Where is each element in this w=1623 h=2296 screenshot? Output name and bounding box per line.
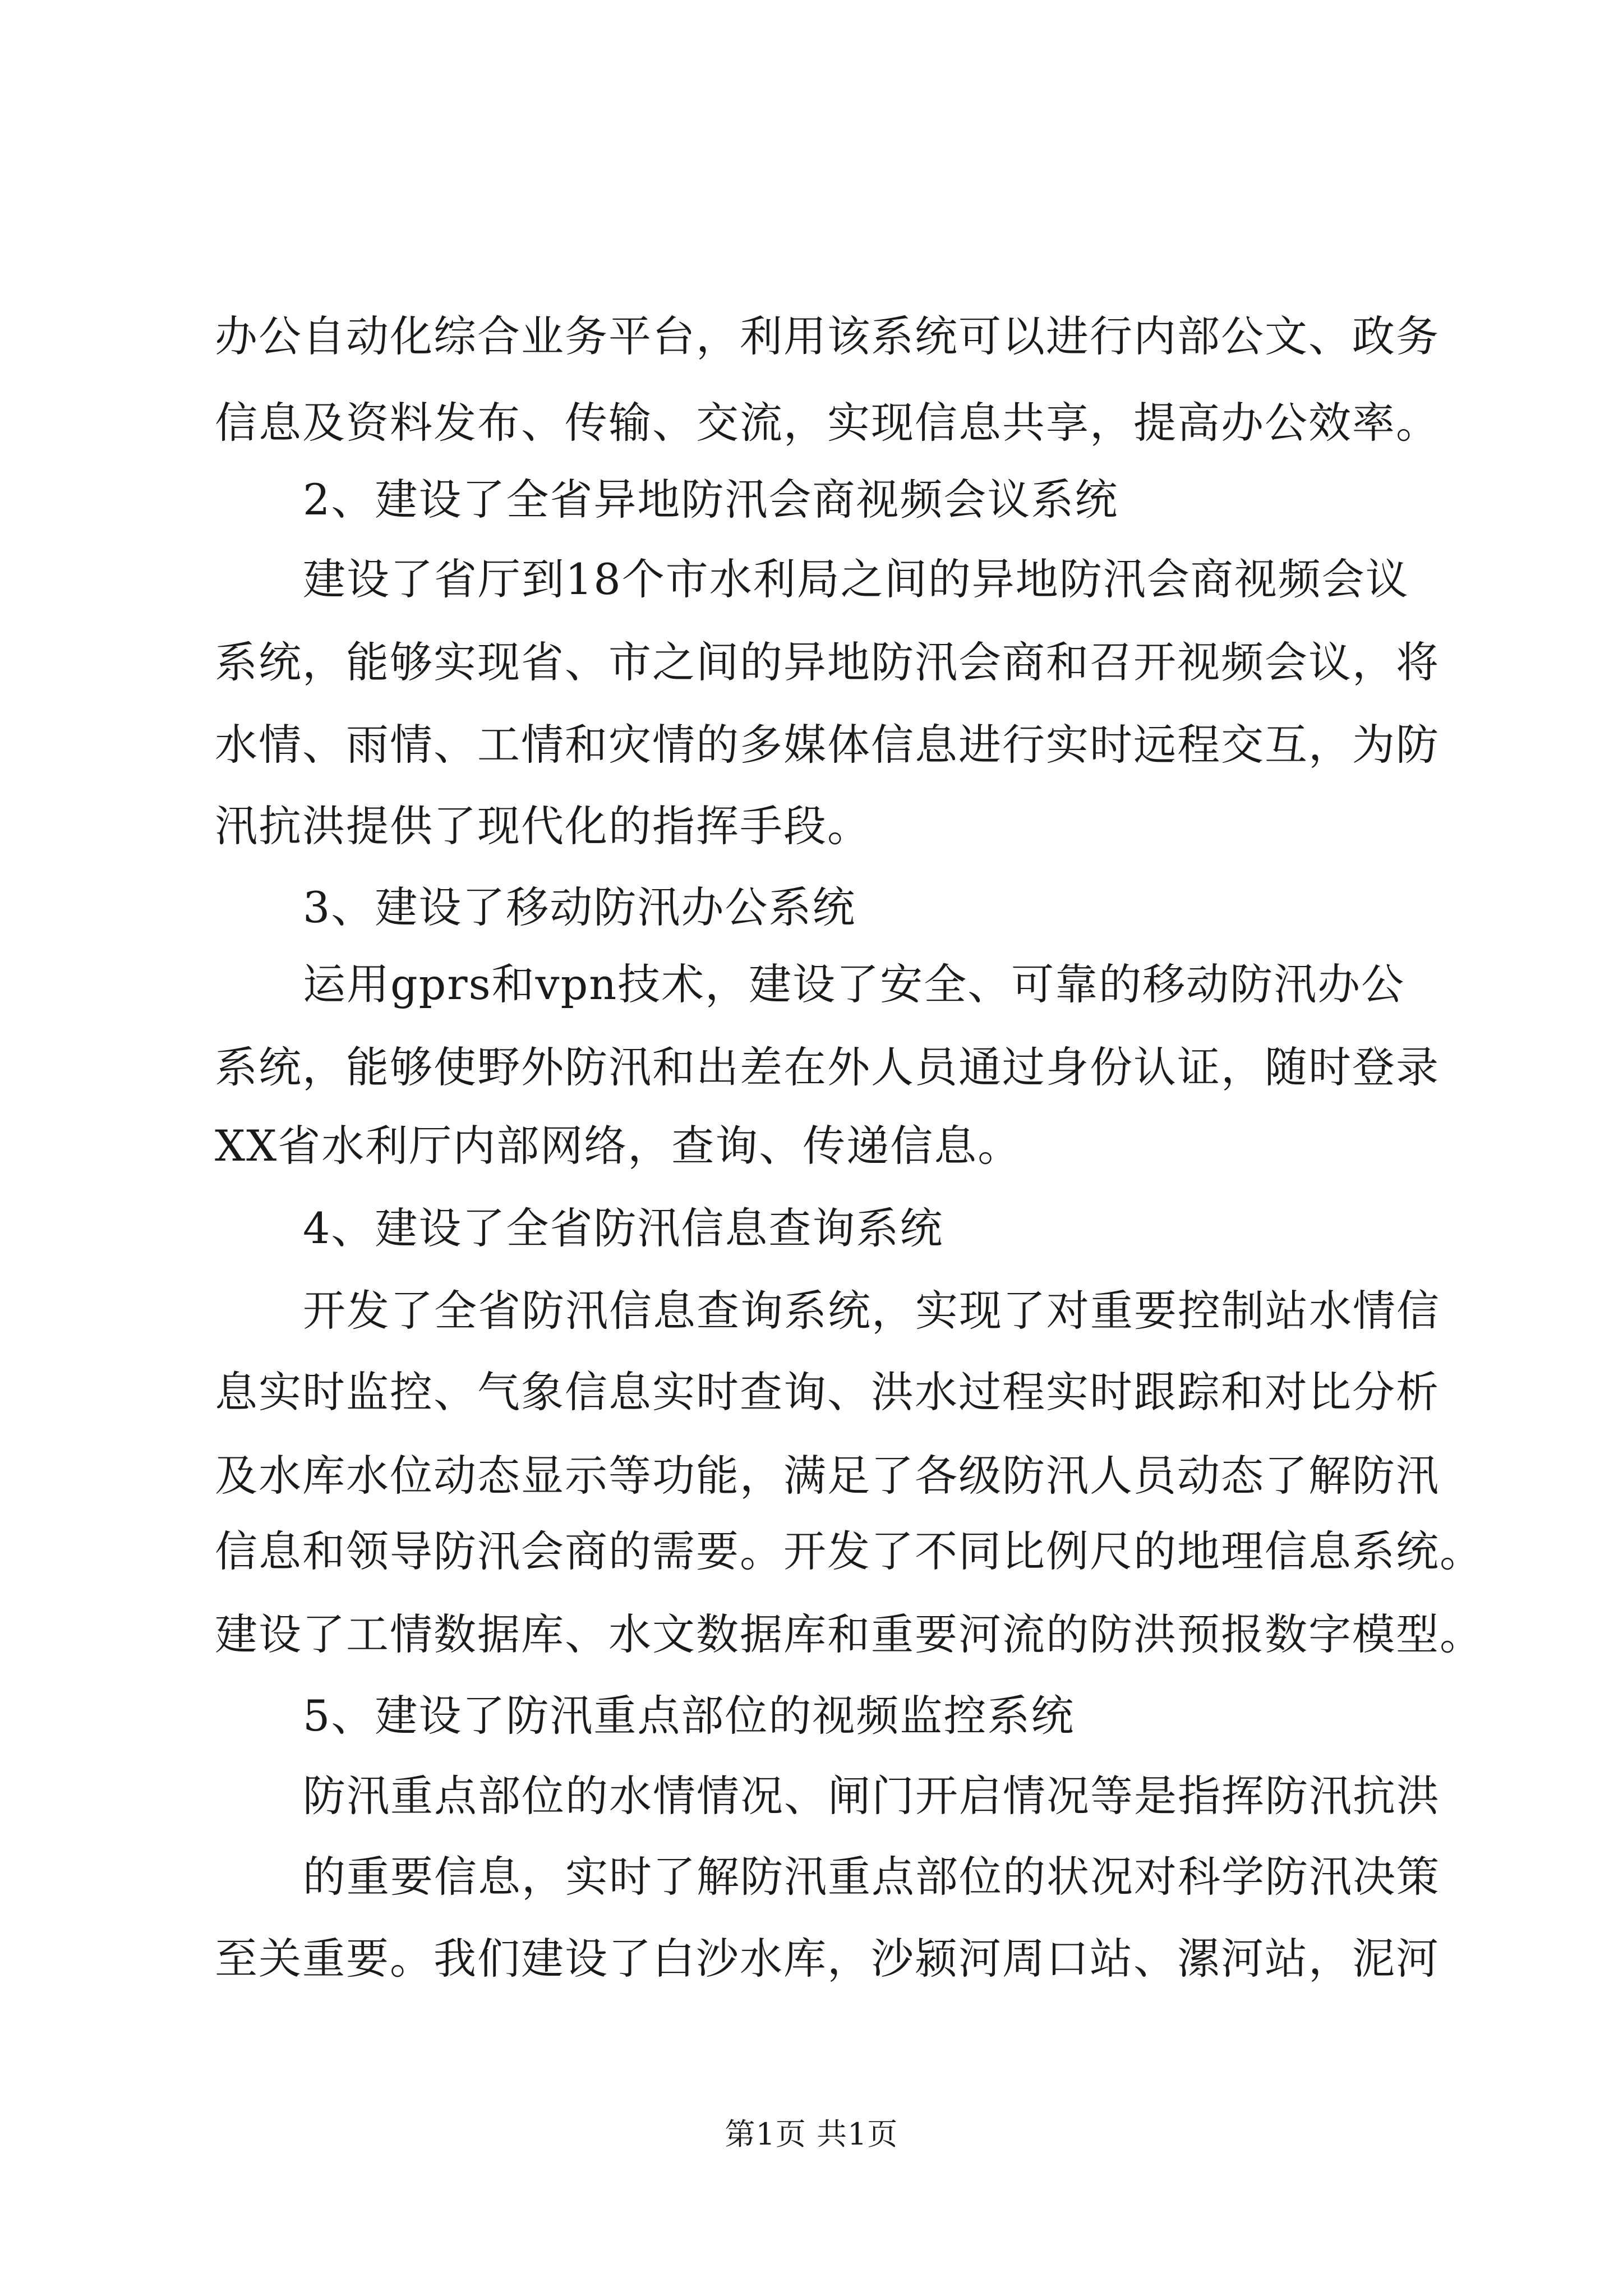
text-line-17: 建设了工情数据库、水文数据库和重要河流的防洪预报数字模型。: [215, 1609, 1483, 1659]
text-line-15: 及水库水位动态显示等功能，满足了各级防汛人员动态了解防汛: [215, 1451, 1440, 1501]
page-number-footer: 第1页 共1页: [725, 2116, 898, 2152]
text-line-21: 至关重要。我们建设了白沙水库，沙颍河周口站、漯河站，泥河: [215, 1934, 1440, 1984]
text-line-4: 建设了省厅到18个市水利局之间的异地防汛会商视频会议: [303, 554, 1409, 604]
text-line-20: 的重要信息，实时了解防汛重点部位的状况对科学防汛决策: [303, 1852, 1440, 1902]
text-line-6: 水情、雨情、工情和灾情的多媒体信息进行实时远程交互，为防: [215, 720, 1440, 770]
section-heading-5: 5、建设了防汛重点部位的视频监控系统: [303, 1691, 1075, 1741]
text-line-9: 运用gprs和vpn技术，建设了安全、可靠的移动防汛办公: [303, 959, 1405, 1009]
text-line-19: 防汛重点部位的水情情况、闸门开启情况等是指挥防汛抗洪: [303, 1771, 1440, 1821]
text-line-11: XX省水利厅内部网络，查询、传递信息。: [215, 1121, 1022, 1171]
text-line-13: 开发了全省防汛信息查询系统，实现了对重要控制站水情信: [303, 1286, 1440, 1336]
text-line-2: 信息及资料发布、传输、交流，实现信息共享，提高办公效率。: [215, 398, 1440, 448]
text-line-1: 办公自动化综合业务平台，利用该系统可以进行内部公文、政务: [215, 311, 1440, 361]
section-heading-3: 3、建设了移动防汛办公系统: [303, 882, 856, 932]
text-line-14: 息实时监控、气象信息实时查询、洪水过程实时跟踪和对比分析: [215, 1367, 1440, 1417]
text-line-5: 系统，能够实现省、市之间的异地防汛会商和召开视频会议，将: [215, 637, 1440, 687]
section-heading-2: 2、建设了全省异地防汛会商视频会议系统: [303, 475, 1119, 524]
text-line-16: 信息和领导防汛会商的需要。开发了不同比例尺的地理信息系统。: [215, 1526, 1483, 1576]
text-line-7: 汛抗洪提供了现代化的指挥手段。: [215, 801, 871, 851]
section-heading-4: 4、建设了全省防汛信息查询系统: [303, 1203, 944, 1253]
text-line-10: 系统，能够使野外防汛和出差在外人员通过身份认证，随时登录: [215, 1042, 1440, 1092]
